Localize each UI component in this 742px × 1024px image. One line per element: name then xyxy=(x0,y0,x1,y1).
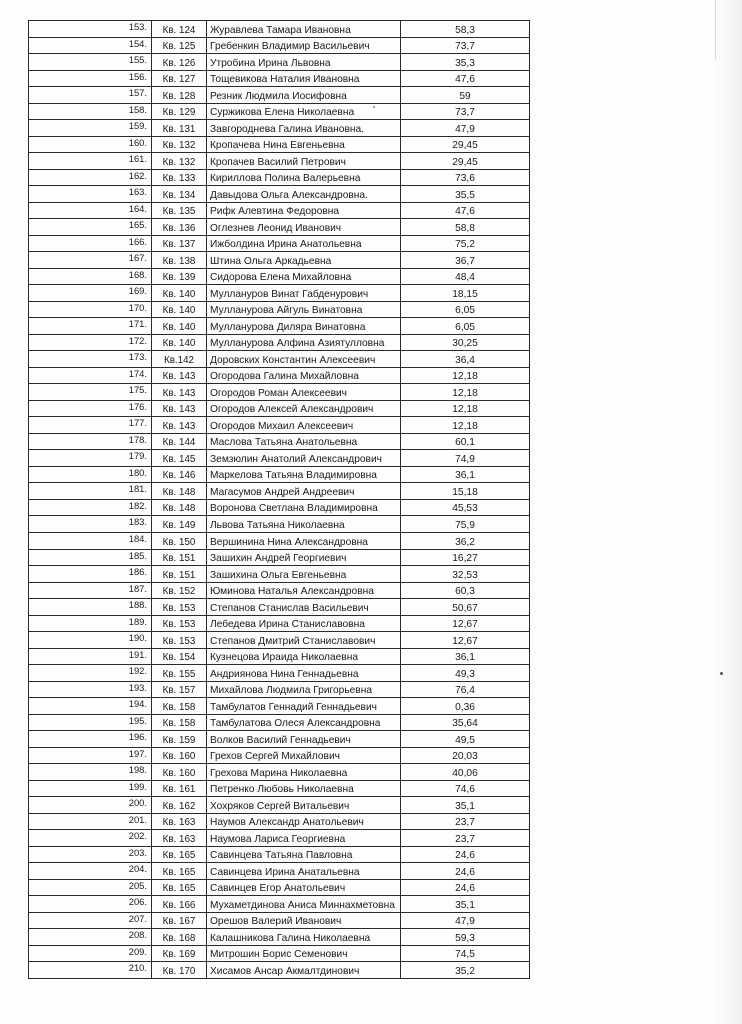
row-number: 156. xyxy=(29,70,152,87)
row-number: 172. xyxy=(29,334,152,351)
table-row xyxy=(29,780,530,797)
area-value: 60,3 xyxy=(401,582,530,599)
table-row xyxy=(29,433,530,450)
owner-name: Воронова Светлана Владимировна xyxy=(207,499,401,516)
row-number: 170. xyxy=(29,301,152,318)
table-row xyxy=(29,582,530,599)
area-value: 0,36 xyxy=(401,698,530,715)
row-number: 175. xyxy=(29,384,152,401)
owner-name: Тамбулатов Геннадий Геннадьевич xyxy=(207,698,401,715)
area-value: 29,45 xyxy=(401,136,530,153)
apartment-number: Кв. 140 xyxy=(152,334,207,351)
owner-name: Кузнецова Ираида Николаевна xyxy=(207,648,401,665)
table-row xyxy=(29,615,530,632)
row-number: 184. xyxy=(29,532,152,549)
owner-name: Оглезнев Леонид Иванович xyxy=(207,219,401,236)
owner-name: Ижболдина Ирина Анатольевна xyxy=(207,235,401,252)
table-row xyxy=(29,532,530,549)
table-row xyxy=(29,731,530,748)
row-number: 204. xyxy=(29,863,152,880)
row-number: 166. xyxy=(29,235,152,252)
row-number: 205. xyxy=(29,879,152,896)
table-row xyxy=(29,549,530,566)
table-row xyxy=(29,483,530,500)
row-number: 180. xyxy=(29,466,152,483)
table-row xyxy=(29,367,530,384)
table-row xyxy=(29,268,530,285)
apartment-number: Кв. 124 xyxy=(152,21,207,38)
apartment-number: Кв. 134 xyxy=(152,186,207,203)
row-number: 178. xyxy=(29,433,152,450)
area-value: 16,27 xyxy=(401,549,530,566)
apartment-number: Кв. 153 xyxy=(152,599,207,616)
row-number: 162. xyxy=(29,169,152,186)
owner-name: Огородова Галина Михайловна xyxy=(207,367,401,384)
owner-name: Утробина Ирина Львовна xyxy=(207,54,401,71)
owner-name: Львова Татьяна Николаевна xyxy=(207,516,401,533)
apartment-number: Кв. 160 xyxy=(152,747,207,764)
owner-name: Штина Ольга Аркадьевна xyxy=(207,252,401,269)
row-number: 163. xyxy=(29,186,152,203)
area-value: 60,1 xyxy=(401,433,530,450)
apartment-number: Кв. 128 xyxy=(152,87,207,104)
table-row xyxy=(29,351,530,368)
area-value: 23,7 xyxy=(401,830,530,847)
apartment-number: Кв. 146 xyxy=(152,466,207,483)
owner-name: Земзюлин Анатолий Александрович xyxy=(207,450,401,467)
area-value: 24,6 xyxy=(401,846,530,863)
area-value: 49,3 xyxy=(401,665,530,682)
area-value: 75,2 xyxy=(401,235,530,252)
table-row xyxy=(29,120,530,137)
area-value: 75,9 xyxy=(401,516,530,533)
owner-name: Савинцева Ирина Анатальевна xyxy=(207,863,401,880)
row-number: 155. xyxy=(29,54,152,71)
table-row xyxy=(29,499,530,516)
table-row xyxy=(29,764,530,781)
owner-name: Тощевикова Наталия Ивановна xyxy=(207,70,401,87)
area-value: 32,53 xyxy=(401,566,530,583)
area-value: 12,18 xyxy=(401,417,530,434)
apartment-number: Кв. 158 xyxy=(152,698,207,715)
area-value: 36,1 xyxy=(401,648,530,665)
owner-name: Рифк Алевтина Федоровна xyxy=(207,202,401,219)
area-value: 35,1 xyxy=(401,797,530,814)
area-value: 12,67 xyxy=(401,615,530,632)
area-value: 47,6 xyxy=(401,70,530,87)
apartment-number: Кв. 136 xyxy=(152,219,207,236)
owner-name: Петренко Любовь Николаевна xyxy=(207,780,401,797)
area-value: 47,9 xyxy=(401,120,530,137)
apartment-number: Кв. 138 xyxy=(152,252,207,269)
table-row xyxy=(29,252,530,269)
apartment-number: Кв. 165 xyxy=(152,879,207,896)
row-number: 181. xyxy=(29,483,152,500)
owner-name: Михайлова Людмила Григорьевна xyxy=(207,681,401,698)
apartment-number: Кв. 143 xyxy=(152,384,207,401)
owner-name: Огородов Алексей Александрович xyxy=(207,400,401,417)
owner-name: Завгороднева Галина Ивановна. xyxy=(207,120,401,137)
row-number: 194. xyxy=(29,698,152,715)
row-number: 197. xyxy=(29,747,152,764)
table-row xyxy=(29,136,530,153)
owner-name: Давыдова Ольга Александровна. xyxy=(207,186,401,203)
area-value: 50,67 xyxy=(401,599,530,616)
area-value: 36,7 xyxy=(401,252,530,269)
area-value: 24,6 xyxy=(401,879,530,896)
apartment-number: Кв. 144 xyxy=(152,433,207,450)
table-row xyxy=(29,153,530,170)
row-number: 210. xyxy=(29,962,152,979)
row-number: 208. xyxy=(29,929,152,946)
apartment-number: Кв. 126 xyxy=(152,54,207,71)
area-value: 59 xyxy=(401,87,530,104)
apartment-number: Кв. 161 xyxy=(152,780,207,797)
row-number: 169. xyxy=(29,285,152,302)
area-value: 73,7 xyxy=(401,103,530,120)
row-number: 154. xyxy=(29,37,152,54)
owner-name: Савинцева Татьяна Павловна xyxy=(207,846,401,863)
apartment-number: Кв. 135 xyxy=(152,202,207,219)
table-row xyxy=(29,169,530,186)
apartment-number: Кв. 166 xyxy=(152,896,207,913)
apartment-number: Кв. 132 xyxy=(152,136,207,153)
owner-name: Тамбулатова Олеся Александровна xyxy=(207,714,401,731)
table-row xyxy=(29,830,530,847)
table-row xyxy=(29,863,530,880)
area-value: 12,67 xyxy=(401,632,530,649)
owner-name: Грехова Марина Николаевна xyxy=(207,764,401,781)
owner-name: Орешов Валерий Иванович xyxy=(207,912,401,929)
area-value: 35,2 xyxy=(401,962,530,979)
area-value: 76,4 xyxy=(401,681,530,698)
row-number: 203. xyxy=(29,846,152,863)
table-row xyxy=(29,665,530,682)
row-number: 158. xyxy=(29,103,152,120)
row-number: 195. xyxy=(29,714,152,731)
area-value: 29,45 xyxy=(401,153,530,170)
scan-edge-shadow xyxy=(714,0,742,1024)
owners-table xyxy=(28,20,530,979)
row-number: 191. xyxy=(29,648,152,665)
owner-name: Мулланурова Алфина Азиятулловна xyxy=(207,334,401,351)
table-row xyxy=(29,285,530,302)
row-number: 183. xyxy=(29,516,152,533)
apartment-number: Кв. 165 xyxy=(152,863,207,880)
area-value: 58,3 xyxy=(401,21,530,38)
table-row xyxy=(29,879,530,896)
area-value: 35,5 xyxy=(401,186,530,203)
row-number: 174. xyxy=(29,367,152,384)
table-row xyxy=(29,681,530,698)
area-value: 48,4 xyxy=(401,268,530,285)
owner-name: Журавлева Тамара Ивановна xyxy=(207,21,401,38)
area-value: 12,18 xyxy=(401,367,530,384)
area-value: 12,18 xyxy=(401,400,530,417)
table-row xyxy=(29,318,530,335)
area-value: 45,53 xyxy=(401,499,530,516)
apartment-number: Кв. 129 xyxy=(152,103,207,120)
apartment-number: Кв. 169 xyxy=(152,945,207,962)
owner-name: Зашихина Ольга Евгеньевна xyxy=(207,566,401,583)
row-number: 179. xyxy=(29,450,152,467)
table-row xyxy=(29,186,530,203)
table-row xyxy=(29,400,530,417)
apartment-number: Кв. 158 xyxy=(152,714,207,731)
row-number: 202. xyxy=(29,830,152,847)
table-row xyxy=(29,417,530,434)
apartment-number: Кв. 157 xyxy=(152,681,207,698)
apartment-number: Кв. 143 xyxy=(152,367,207,384)
area-value: 74,9 xyxy=(401,450,530,467)
apartment-number: Кв. 131 xyxy=(152,120,207,137)
table-row xyxy=(29,945,530,962)
owner-name: Магасумов Андрей Андреевич xyxy=(207,483,401,500)
row-number: 167. xyxy=(29,252,152,269)
apartment-number: Кв. 163 xyxy=(152,813,207,830)
area-value: 73,7 xyxy=(401,37,530,54)
table-row xyxy=(29,21,530,38)
apartment-number: Кв. 165 xyxy=(152,846,207,863)
row-number: 198. xyxy=(29,764,152,781)
area-value: 59,3 xyxy=(401,929,530,946)
table-row xyxy=(29,929,530,946)
row-number: 161. xyxy=(29,153,152,170)
owner-name: Митрошин Борис Семенович xyxy=(207,945,401,962)
area-value: 12,18 xyxy=(401,384,530,401)
area-value: 47,6 xyxy=(401,202,530,219)
owner-name: Грехов Сергей Михайлович xyxy=(207,747,401,764)
apartment-number: Кв. 145 xyxy=(152,450,207,467)
row-number: 160. xyxy=(29,136,152,153)
owner-name: Степанов Дмитрий Станиславович xyxy=(207,632,401,649)
table-row xyxy=(29,813,530,830)
row-number: 171. xyxy=(29,318,152,335)
apartment-number: Кв. 170 xyxy=(152,962,207,979)
row-number: 192. xyxy=(29,665,152,682)
table-row xyxy=(29,334,530,351)
area-value: 23,7 xyxy=(401,813,530,830)
row-number: 193. xyxy=(29,681,152,698)
owner-name: Муллануров Винат Габденурович xyxy=(207,285,401,302)
table-row xyxy=(29,54,530,71)
area-value: 18,15 xyxy=(401,285,530,302)
apartment-number: Кв. 151 xyxy=(152,566,207,583)
area-value: 24,6 xyxy=(401,863,530,880)
apartment-number: Кв. 149 xyxy=(152,516,207,533)
table-row xyxy=(29,599,530,616)
table-row xyxy=(29,466,530,483)
apartment-number: Кв. 154 xyxy=(152,648,207,665)
table-row xyxy=(29,87,530,104)
owner-name: Суржикова Елена Николаевна xyxy=(207,103,401,120)
apartment-number: Кв. 133 xyxy=(152,169,207,186)
table-row xyxy=(29,912,530,929)
owner-name: Юминова Наталья Александровна xyxy=(207,582,401,599)
apartment-number: Кв. 163 xyxy=(152,830,207,847)
owner-name: Гребенкин Владимир Васильевич xyxy=(207,37,401,54)
area-value: 36,2 xyxy=(401,532,530,549)
apartment-number: Кв. 148 xyxy=(152,499,207,516)
area-value: 74,5 xyxy=(401,945,530,962)
area-value: 15,18 xyxy=(401,483,530,500)
apartment-number: Кв. 143 xyxy=(152,417,207,434)
apartment-number: Кв. 167 xyxy=(152,912,207,929)
owner-name: Кириллова Полина Валерьевна xyxy=(207,169,401,186)
apartment-number: Кв. 127 xyxy=(152,70,207,87)
owner-name: Калашникова Галина Николаевна xyxy=(207,929,401,946)
owner-name: Волков Василий Геннадьевич xyxy=(207,731,401,748)
owner-name: Вершинина Нина Александровна xyxy=(207,532,401,549)
table-row xyxy=(29,632,530,649)
table-row xyxy=(29,103,530,120)
row-number: 199. xyxy=(29,780,152,797)
apartment-number: Кв.142 xyxy=(152,351,207,368)
apartment-number: Кв. 168 xyxy=(152,929,207,946)
apartment-number: Кв. 143 xyxy=(152,400,207,417)
table-row xyxy=(29,235,530,252)
area-value: 35,1 xyxy=(401,896,530,913)
area-value: 36,1 xyxy=(401,466,530,483)
apartment-number: Кв. 162 xyxy=(152,797,207,814)
owner-name: Кропачева Нина Евгеньевна xyxy=(207,136,401,153)
table-row xyxy=(29,896,530,913)
row-number: 177. xyxy=(29,417,152,434)
table-row xyxy=(29,516,530,533)
owner-name: Наумов Александр Анатольевич xyxy=(207,813,401,830)
owner-name: Доровских Константин Алексеевич xyxy=(207,351,401,368)
area-value: 74,6 xyxy=(401,780,530,797)
scan-edge-line xyxy=(715,0,716,60)
row-number: 185. xyxy=(29,549,152,566)
apartment-number: Кв. 140 xyxy=(152,285,207,302)
row-number: 207. xyxy=(29,912,152,929)
area-value: 73,6 xyxy=(401,169,530,186)
table-row xyxy=(29,714,530,731)
table-row xyxy=(29,70,530,87)
owner-name: Мухаметдинова Аниса Миннахметовна xyxy=(207,896,401,913)
row-number: 209. xyxy=(29,945,152,962)
apartment-number: Кв. 140 xyxy=(152,318,207,335)
area-value: 58,8 xyxy=(401,219,530,236)
area-value: 40,06 xyxy=(401,764,530,781)
row-number: 187. xyxy=(29,582,152,599)
apartment-number: Кв. 148 xyxy=(152,483,207,500)
row-number: 182. xyxy=(29,499,152,516)
owner-name: Хисамов Ансар Акмалтдинович xyxy=(207,962,401,979)
row-number: 168. xyxy=(29,268,152,285)
table-row xyxy=(29,648,530,665)
owner-name: Зашихин Андрей Георгиевич xyxy=(207,549,401,566)
owner-name: Кропачев Василий Петрович xyxy=(207,153,401,170)
owners-table-body xyxy=(29,21,530,979)
owner-name: Лебедева Ирина Станиславовна xyxy=(207,615,401,632)
table-row xyxy=(29,37,530,54)
owner-name: Хохряков Сергей Витальевич xyxy=(207,797,401,814)
owner-name: Андриянова Нина Геннадьевна xyxy=(207,665,401,682)
scan-speck xyxy=(720,672,723,675)
area-value: 30,25 xyxy=(401,334,530,351)
owner-name: Сидорова Елена Михайловна xyxy=(207,268,401,285)
table-row xyxy=(29,566,530,583)
row-number: 159. xyxy=(29,120,152,137)
row-number: 173. xyxy=(29,351,152,368)
table-row xyxy=(29,962,530,979)
table-row xyxy=(29,384,530,401)
table-row xyxy=(29,747,530,764)
table-row xyxy=(29,698,530,715)
table-row xyxy=(29,202,530,219)
area-value: 20,03 xyxy=(401,747,530,764)
apartment-number: Кв. 155 xyxy=(152,665,207,682)
apartment-number: Кв. 137 xyxy=(152,235,207,252)
owner-name: Маркелова Татьяна Владимировна xyxy=(207,466,401,483)
owner-name: Савинцев Егор Анатольевич xyxy=(207,879,401,896)
table-row xyxy=(29,450,530,467)
area-value: 47,9 xyxy=(401,912,530,929)
row-number: 206. xyxy=(29,896,152,913)
owner-name: Мулланурова Айгуль Винатовна xyxy=(207,301,401,318)
apartment-number: Кв. 159 xyxy=(152,731,207,748)
row-number: 196. xyxy=(29,731,152,748)
owner-name: Степанов Станислав Васильевич xyxy=(207,599,401,616)
apartment-number: Кв. 140 xyxy=(152,301,207,318)
apartment-number: Кв. 153 xyxy=(152,632,207,649)
row-number: 201. xyxy=(29,813,152,830)
row-number: 164. xyxy=(29,202,152,219)
row-number: 176. xyxy=(29,400,152,417)
apartment-number: Кв. 150 xyxy=(152,532,207,549)
area-value: 49,5 xyxy=(401,731,530,748)
apartment-number: Кв. 125 xyxy=(152,37,207,54)
table-row xyxy=(29,846,530,863)
apartment-number: Кв. 153 xyxy=(152,615,207,632)
apartment-number: Кв. 160 xyxy=(152,764,207,781)
owner-name: Наумова Лариса Георгиевна xyxy=(207,830,401,847)
area-value: 35,3 xyxy=(401,54,530,71)
area-value: 6,05 xyxy=(401,318,530,335)
row-number: 188. xyxy=(29,599,152,616)
row-number: 189. xyxy=(29,615,152,632)
owner-name: Маслова Татьяна Анатольевна xyxy=(207,433,401,450)
table-row xyxy=(29,797,530,814)
area-value: 6,05 xyxy=(401,301,530,318)
owner-name: Огородов Михаил Алексеевич xyxy=(207,417,401,434)
owner-name: Огородов Роман Алексеевич xyxy=(207,384,401,401)
owner-name: Резник Людмила Иосифовна xyxy=(207,87,401,104)
area-value: 36,4 xyxy=(401,351,530,368)
apartment-number: Кв. 152 xyxy=(152,582,207,599)
row-number: 157. xyxy=(29,87,152,104)
apartment-number: Кв. 151 xyxy=(152,549,207,566)
row-number: 200. xyxy=(29,797,152,814)
row-number: 153. xyxy=(29,21,152,38)
row-number: 186. xyxy=(29,566,152,583)
area-value: 35,64 xyxy=(401,714,530,731)
table-row xyxy=(29,301,530,318)
apartment-number: Кв. 132 xyxy=(152,153,207,170)
row-number: 190. xyxy=(29,632,152,649)
table-row xyxy=(29,219,530,236)
row-number: 165. xyxy=(29,219,152,236)
owner-name: Мулланурова Диляра Винатовна xyxy=(207,318,401,335)
apartment-number: Кв. 139 xyxy=(152,268,207,285)
